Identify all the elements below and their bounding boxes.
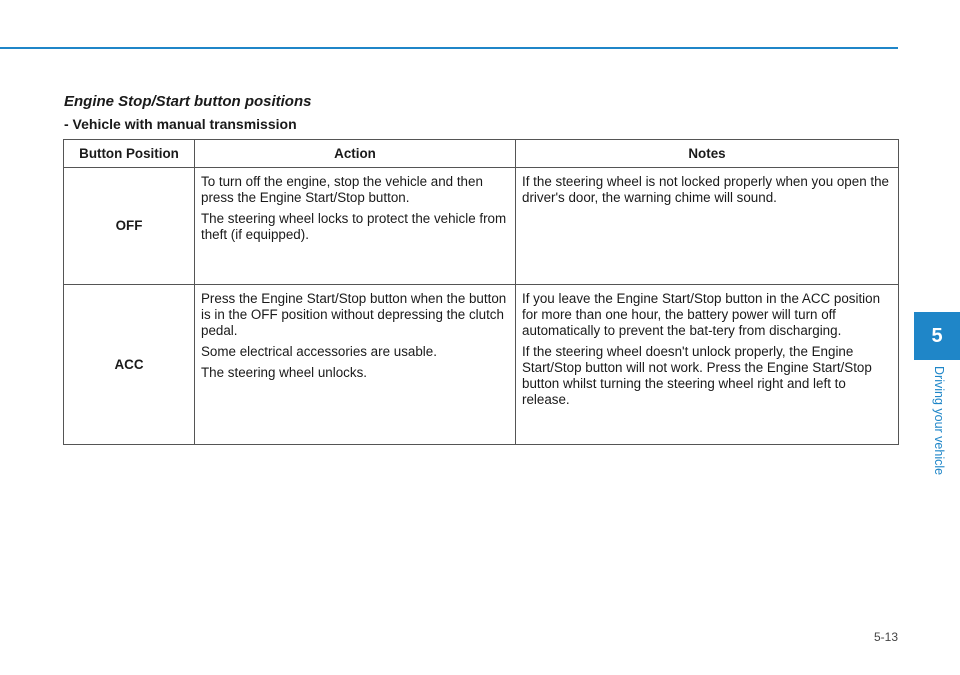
- action-text: The steering wheel locks to protect the vehicle from theft (if equipped).: [201, 211, 507, 242]
- header-rule: [0, 47, 898, 49]
- chapter-number-tab: 5: [914, 312, 960, 360]
- column-header-button-position: Button Position: [64, 140, 195, 168]
- notes-text: If the steering wheel is not locked properly when you open the driver's door, the warning chime will sound.: [522, 174, 889, 205]
- page-number: 5-13: [873, 630, 898, 644]
- notes-text: If you leave the Engine Start/Stop button in the ACC position for more than one hour, the battery power will turn off automatically to prevent the bat-tery from discharging.: [522, 291, 881, 338]
- column-header-notes: Notes: [516, 140, 899, 168]
- notes-cell: [516, 285, 899, 445]
- action-cell: [195, 285, 516, 445]
- column-header-action: Action: [195, 140, 516, 168]
- action-text: To turn off the engine, stop the vehicle and then press the Engine Start/Stop button.: [201, 174, 483, 205]
- chapter-title-label: Driving your vehicle: [932, 366, 946, 476]
- action-text: Some electrical accessories are usable.: [201, 344, 437, 359]
- section-title: Engine Stop/Start button positions: [64, 93, 312, 110]
- action-cell: [195, 168, 516, 285]
- position-cell-off: OFF: [64, 168, 195, 285]
- table-header-row: [64, 140, 899, 168]
- table-row: [64, 168, 899, 285]
- table-row: [64, 285, 899, 445]
- position-cell-acc: ACC: [64, 285, 195, 445]
- action-text: Press the Engine Start/Stop button when the button is in the OFF position without depressing the clutch pedal.: [201, 291, 507, 338]
- action-text: The steering wheel unlocks.: [201, 365, 367, 380]
- notes-cell: [516, 168, 899, 285]
- notes-text: If the steering wheel doesn't unlock properly, the Engine Start/Stop button will not work. Press the Engine Start/Stop button whilst turning the steering wheel right and left to release.: [522, 344, 872, 407]
- section-subtitle: - Vehicle with manual transmission: [64, 116, 297, 132]
- button-positions-table: [63, 139, 899, 445]
